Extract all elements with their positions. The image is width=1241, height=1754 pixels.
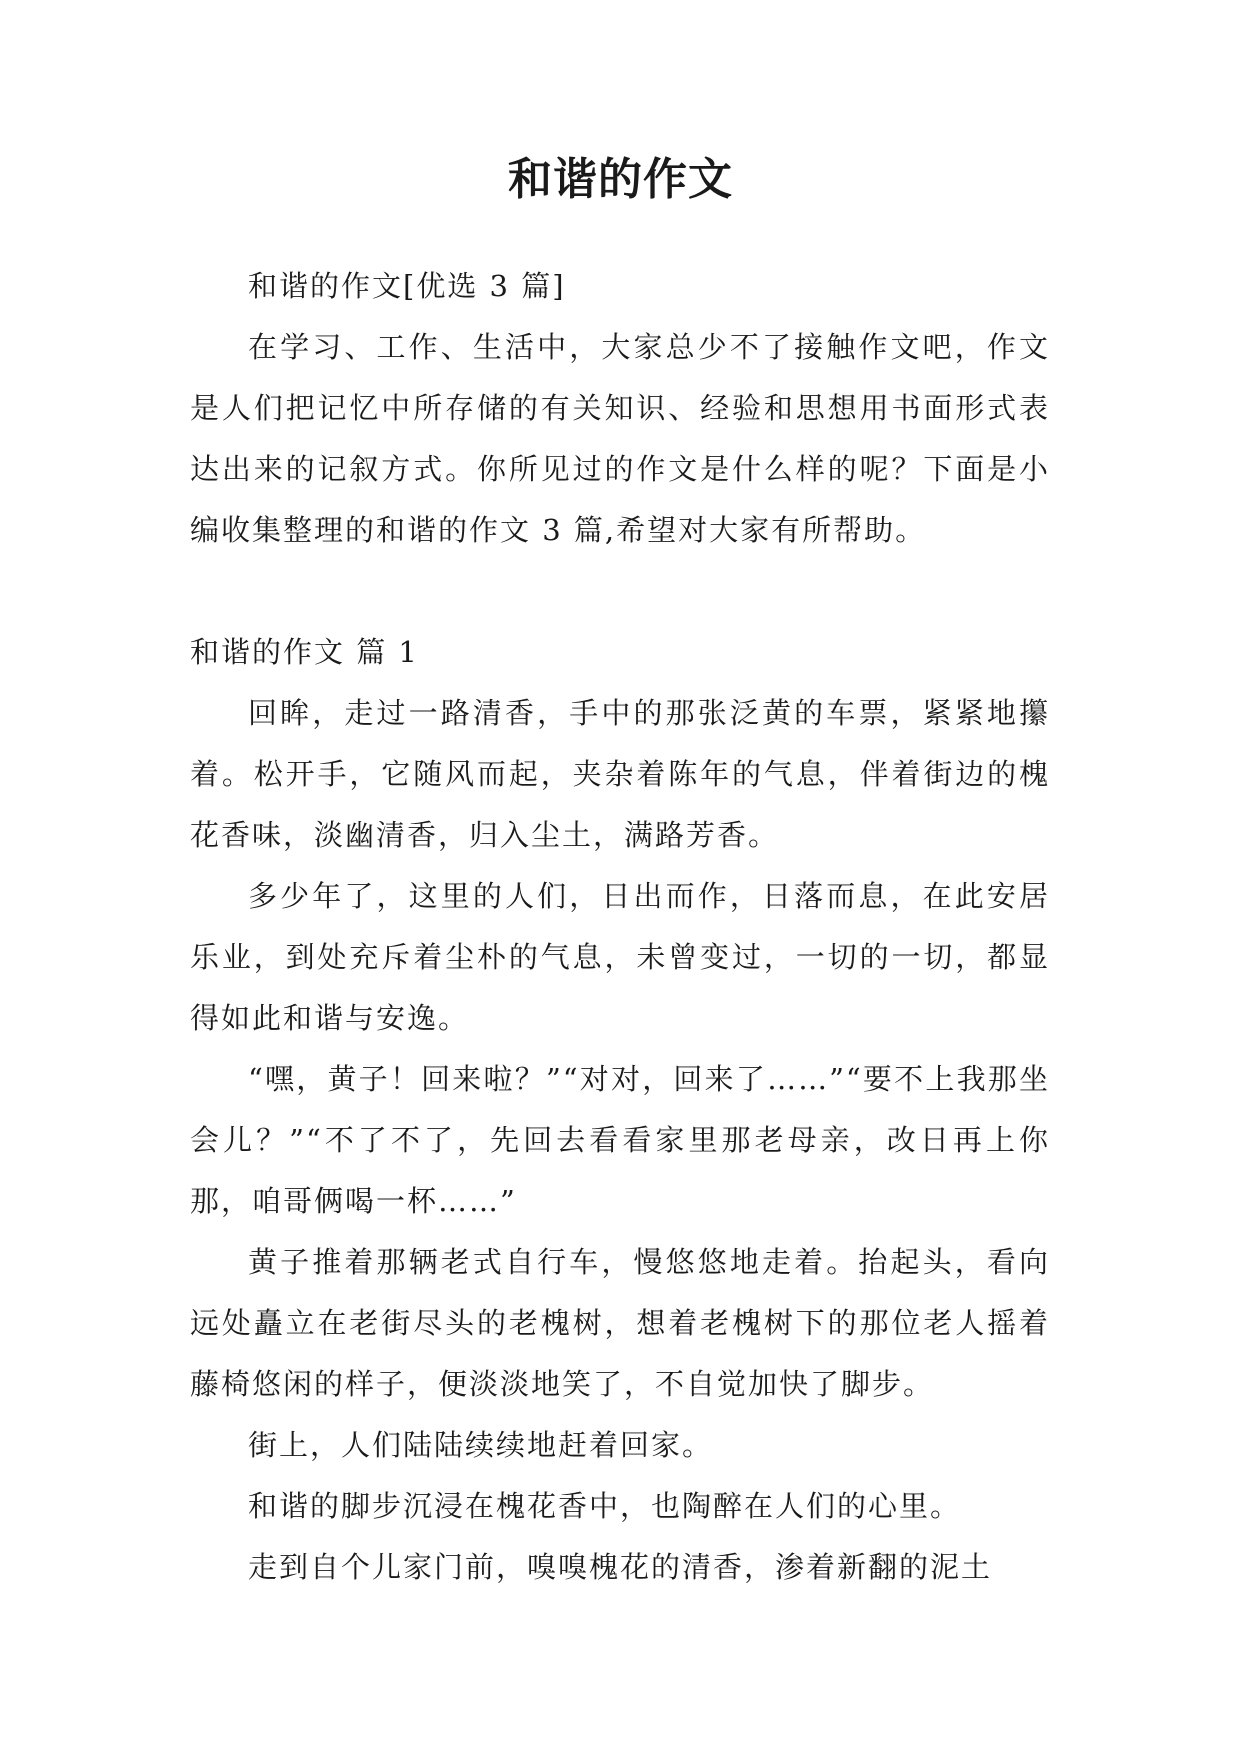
essay-paragraph: “嘿，黄子！回来啦？”“对对，回来了……”“要不上我那坐会儿？”“不了不了，先回去看看家里那老母亲，改日再上你那，咱哥俩喝一杯……” <box>190 1062 1050 1218</box>
document-subtitle: 和谐的作文[优选 3 篇] <box>248 269 566 303</box>
essay-paragraph: 走到自个儿家门前，嗅嗅槐花的清香，渗着新翻的泥土 <box>248 1550 993 1584</box>
document-body <box>190 256 1050 1598</box>
section-heading: 和谐的作文 篇 1 <box>190 635 419 669</box>
essay-paragraph: 和谐的脚步沉浸在槐花香中，也陶醉在人们的心里。 <box>248 1489 962 1523</box>
essay-paragraph: 黄子推着那辆老式自行车，慢悠悠地走着。抬起头，看向远处矗立在老街尽头的老槐树，想着老槐树下的那位老人摇着藤椅悠闲的样子，便淡淡地笑了，不自觉加快了脚步。 <box>190 1245 1050 1401</box>
essay-paragraph: 街上，人们陆陆续续地赶着回家。 <box>248 1428 714 1462</box>
essay-paragraph: 回眸，走过一路清香，手中的那张泛黄的车票，紧紧地攥着。松开手，它随风而起，夹杂着陈年的气息，伴着街边的槐花香味，淡幽清香，归入尘土，满路芳香。 <box>190 696 1050 852</box>
document-title: 和谐的作文 <box>508 154 733 205</box>
essay-paragraph: 多少年了，这里的人们，日出而作，日落而息，在此安居乐业，到处充斥着尘朴的气息，未曾变过，一切的一切，都显得如此和谐与安逸。 <box>190 879 1050 1035</box>
intro-paragraph: 在学习、工作、生活中，大家总少不了接触作文吧，作文是人们把记忆中所存储的有关知识、经验和思想用书面形式表达出来的记叙方式。你所见过的作文是什么样的呢？下面是小编收集整理的和谐的作文 3 篇,希望对大家有所帮助。 <box>190 330 1050 547</box>
